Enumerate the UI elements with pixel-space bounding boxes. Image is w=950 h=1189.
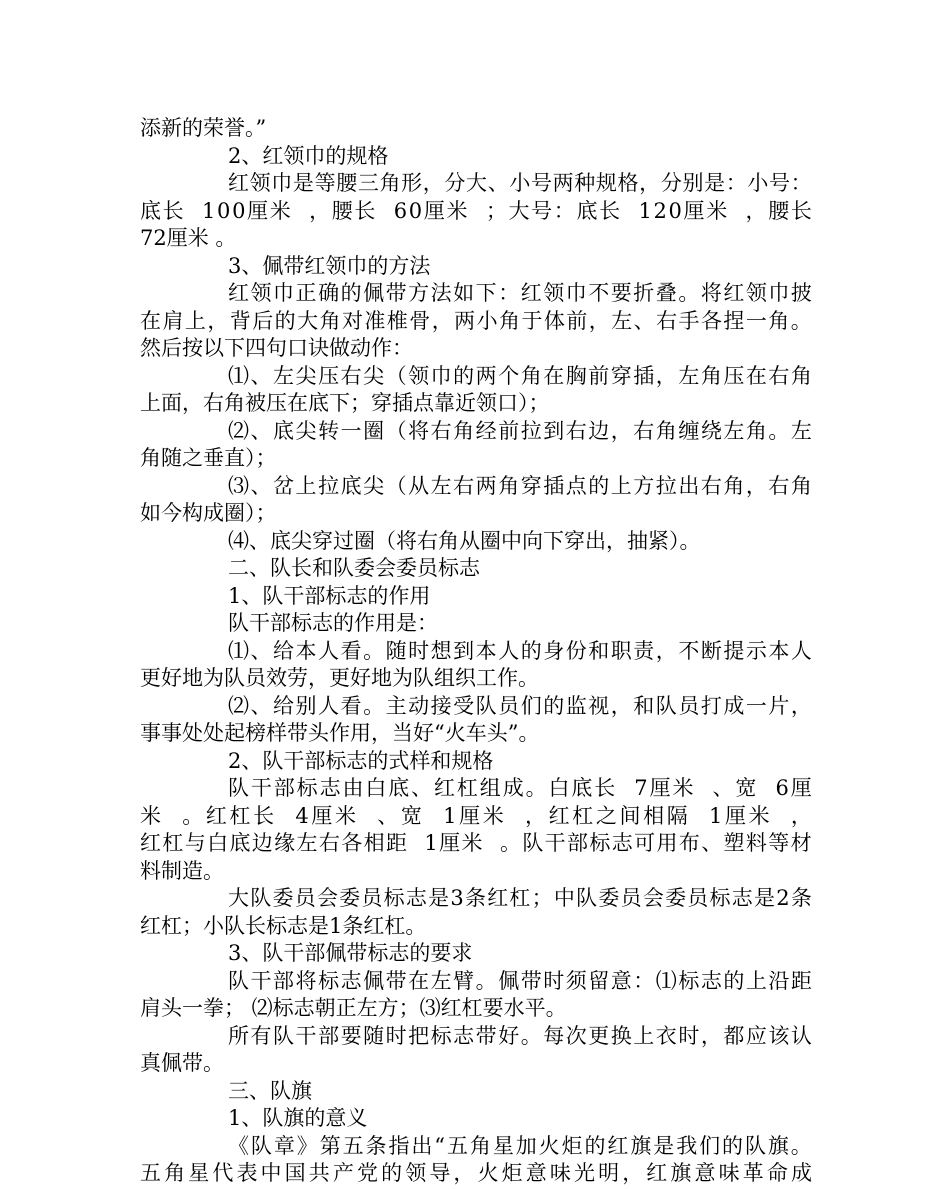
text-line: ⑴ 、 左 尖 压 右 尖 （ 领 巾 的 两 个 角 在 胸 前 穿 插 ， 左 角 压 在 右 角 — [228, 363, 812, 388]
text-line: 红杠；小队长标志是1条红杠。 — [140, 913, 427, 938]
text-line: 事事处处起榜样带头作用，当好“火车头”。 — [140, 721, 540, 745]
text-line: 肩头一拳； ⑵标志朝正左方；⑶红杠要水平。 — [140, 996, 567, 1020]
text-line: 角随之垂直）； — [140, 446, 277, 470]
text-line: ⑵ 、 给 别 人 看 。 主 动 接 受 队 员 们 的 监 视 ， 和 队 员 打 成 一 片 ， — [228, 693, 812, 718]
text-line: 队 干 部 标 志 由 白 底 、 红 杠 组 成 。 白 底 长 7 厘 米 、 宽 6 厘 — [228, 776, 812, 800]
text-line: 二、队长和队委会委员标志 — [228, 556, 480, 580]
text-line: 米 。 红 杠 长 4 厘 米 、 宽 1 厘 米 ， 红 杠 之 间 相 隔 1 厘 米 ， — [140, 803, 812, 828]
text-line: 如今构成圈）； — [140, 501, 277, 525]
text-line: 在 肩 上 ， 背 后 的 大 角 对 准 椎 骨 ， 两 小 角 于 体 前 ， 左 、 右 手 各 捏 一 角 。 — [140, 308, 812, 333]
text-line: ⑵ 、 底 尖 转 一 圈 （ 将 右 角 经 前 拉 到 右 边 ， 右 角 缠 绕 左 角 。 左 — [228, 418, 812, 443]
text-line: 3、队干部佩带标志的要求 — [228, 941, 473, 965]
text-line: 2、队干部标志的式样和规格 — [228, 748, 494, 773]
text-line: 红 领 巾 正 确 的 佩 带 方 法 如 下 ： 红 领 巾 不 要 折 叠 。 将 红 领 巾 披 — [228, 281, 812, 305]
text-line: ⑶ 、 岔 上 拉 底 尖 （ 从 左 右 两 角 穿 插 点 的 上 方 拉 出 右 角 ， 右 角 — [228, 473, 812, 498]
text-line: 72厘米 。 — [140, 226, 237, 250]
text-line: 五 角 星 代 表 中 国 共 产 党 的 领 导 ， 火 炬 意 味 光 明 ， 红 旗 意 味 革 命 成 — [140, 1161, 812, 1185]
text-line: 1、队干部标志的作用 — [228, 583, 431, 608]
text-line: 红 领 巾 是 等 腰 三 角 形 ， 分 大 、 小 号 两 种 规 格 ， 分 别 是 ： 小 号 ： — [228, 171, 812, 195]
text-line: 队干部标志的作用是： — [228, 611, 438, 635]
text-line: 大 队 委 员 会 委 员 标 志 是 3 条 红 杠 ； 中 队 委 员 会 委 员 标 志 是 2 条 — [228, 886, 812, 910]
text-line: 添新的荣誉。” — [140, 116, 267, 140]
text-line: 三、队旗 — [228, 1078, 312, 1103]
text-line: 真佩带。 — [140, 1051, 224, 1075]
text-line: ⑴ 、 给 本 人 看 。 随 时 想 到 本 人 的 身 份 和 职 责 ， 不 断 提 示 本 人 — [228, 638, 812, 663]
text-line: 2、红领巾的规格 — [228, 143, 389, 168]
text-line: ⑷、底尖穿过圈（将右角从圈中向下穿出，抽紧）。 — [228, 528, 701, 553]
text-line: 所 有 队 干 部 要 随 时 把 标 志 带 好 。 每 次 更 换 上 衣 时 ， 都 应 该 认 — [228, 1023, 812, 1048]
text-line: 料制造。 — [140, 858, 224, 883]
text-line: 1、队旗的意义 — [228, 1106, 368, 1130]
text-line: 3、佩带红领巾的方法 — [228, 253, 431, 278]
text-line: 《 队 章 》 第 五 条 指 出 “ 五 角 星 加 火 炬 的 红 旗 是 我 们 的 队 旗 。 — [228, 1133, 812, 1158]
text-line: 更好地为队员效劳，更好地为队组织工作。 — [140, 666, 539, 690]
text-line: 底 长 1 0 0 厘 米 ， 腰 长 6 0 厘 米 ； 大 号 ： 底 长 1 2 0 厘 米 ， 腰 长 — [140, 198, 812, 223]
text-line: 上面，右角被压在底下；穿插点靠近领口）； — [140, 391, 550, 415]
document-page — [140, 115, 812, 1188]
text-line: 然后按以下四句口诀做动作： — [140, 336, 413, 360]
text-line: 红 杠 与 白 底 边 缘 左 右 各 相 距 1 厘 米 。 队 干 部 标 志 可 用 布 、 塑 料 等 材 — [140, 831, 812, 855]
text-line: 队 干 部 将 标 志 佩 带 在 左 臂 。 佩 带 时 须 留 意 ： ⑴ 标 志 的 上 沿 距 — [228, 968, 812, 993]
